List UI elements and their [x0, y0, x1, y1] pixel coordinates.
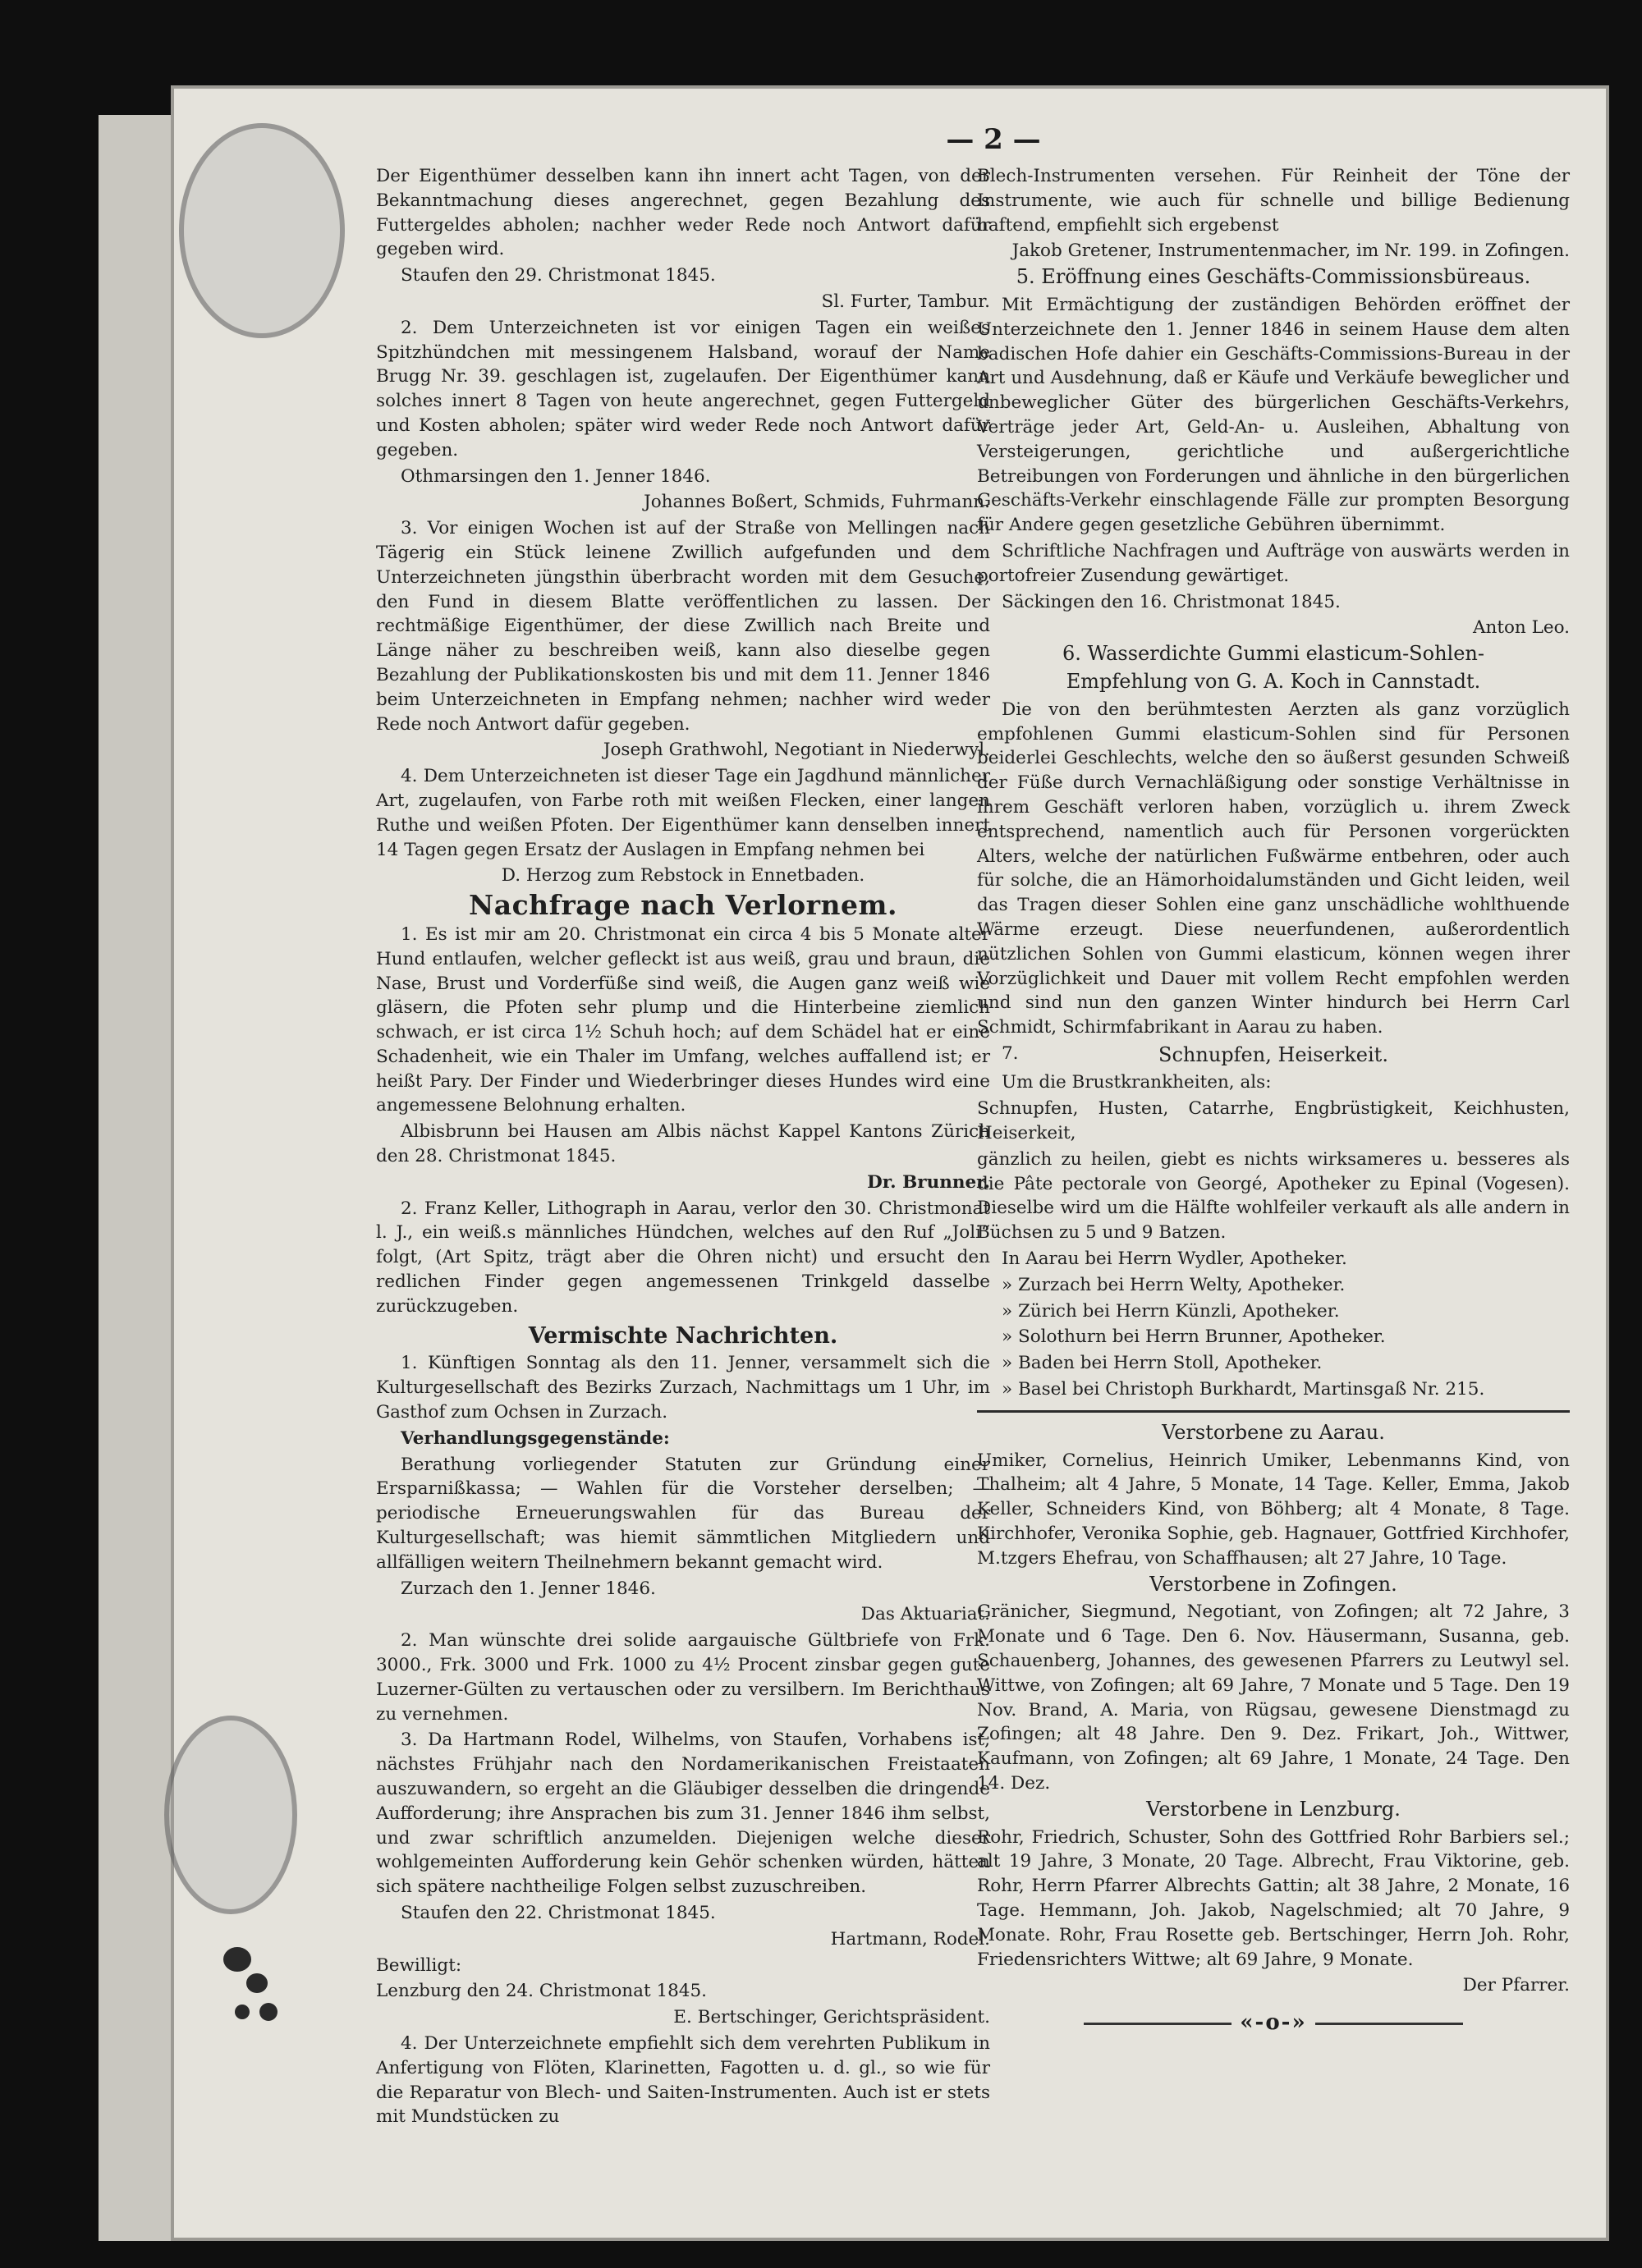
section-heading-deaths-zofingen: Verstorbene in Zofingen. — [1149, 1572, 1397, 1596]
page-number: — 2 — — [946, 123, 1041, 156]
paragraph: Der Eigenthümer desselben kann ihn innert acht Tagen, von der Bekanntmachung dieses angerechnet, gegen Bezahlung des Futtergeldes abholen; nachher weder Rede noch Antwort dafür gegeben wird. — [376, 166, 990, 260]
list-item: » Zurzach bei Herrn Welty, Apotheker. — [1002, 1274, 1346, 1295]
signature: Dr. Brunner. — [867, 1171, 990, 1193]
signature: D. Herzog zum Rebstock in Ennetbaden. — [501, 865, 865, 887]
page-edge-strip — [99, 115, 177, 2241]
ornament-line — [1084, 2023, 1232, 2025]
place-date: Säckingen den 16. Christmonat 1845. — [1002, 591, 1341, 612]
signature: Hartmann, Rodel. — [830, 1928, 990, 1950]
list-item: » Zürich bei Herrn Künzli, Apotheker. — [1002, 1300, 1340, 1322]
ad-subtitle: Empfehlung von G. A. Koch in Cannstadt. — [1066, 669, 1481, 693]
paragraph: 2. Man wünschte drei solide aargauische Gültbriefe von Frk. 3000., Frk. 3000 und Frk. 1000 zu 4½ Procent zinsbar gegen gute Luzerner-Gülten zu vertauschen oder zu versilbern. Im Berichthaus zu vernehmen. — [376, 1630, 990, 1725]
paragraph: Schriftliche Nachfragen und Aufträge von auswärts werden in portofreier Zusendung gewärtiget. — [977, 540, 1570, 586]
paragraph: Um die Brustkrankheiten, als: — [1002, 1072, 1272, 1093]
ink-blot — [259, 2003, 277, 2021]
ornament-mark: «-o-» — [1240, 2010, 1307, 2036]
paragraph: Mit Ermächtigung der zuständigen Behörden eröffnet der Unterzeichnete den 1. Jenner 1846 in seinem Hause dem alten badischen Hofe dahier ein Geschäfts-Commissions-Bureau in der Art und Ausdehnung, daß er Käufe und Verkäufe beweglicher und unbeweglicher Güter des bürgerlichen Geschäfts-Verkehrs, Verträge jeder Art, Geld-An- u. Ausleihen, Abhaltung von Versteigerungen, gerichtliche und außergerichtliche Betreibungen von Forderungen und ähnliche in den bürgerlichen Geschäfts-Verkehr einschlagende Fälle zur prompten Besorgung für Andere gegen gesetzliche Gebühren übernimmt. — [977, 294, 1570, 536]
end-ornament — [977, 2011, 1570, 2036]
place-date: Zurzach den 1. Jenner 1846. — [401, 1578, 656, 1599]
section-heading-lost: Nachfrage nach Verlornem. — [469, 889, 897, 922]
left-column — [376, 164, 990, 2131]
signature: Joseph Grathwohl, Negotiant in Niederwyl. — [603, 740, 990, 761]
signature: Der Pfarrer. — [1462, 1975, 1570, 1996]
place-date: Othmarsingen den 1. Jenner 1846. — [401, 465, 711, 487]
paragraph: 3. Da Hartmann Rodel, Wilhelms, von Staufen, Vorhabens ist, nächstes Frühjahr nach den Nordamerikanischen Freistaaten auszuwandern, so ergeht an die Gläubiger desselben die dringende Aufforderung; ihre Ansprachen bis zum 31. Jenner 1846 ihm selbst, und zwar schriftlich anzumelden. Diejenigen welche dieser wohlgemeinten Aufforderung kein Gehör schenken würden, hätten sich spätere nachtheilige Folgen selbst zuzuschreiben. — [376, 1730, 990, 1898]
paragraph: Berathung vorliegender Statuten zur Gründung einer Ersparnißkassa; — Wahlen für die Vorsteher derselben; — periodische Erneuerungswahlen für das Bureau der Kulturgesellschaft; was hiemit sämmtlichen Mitgliedern und allfälligen weitern Theilnehmern bekannt gemacht wird. — [376, 1454, 990, 1573]
list-item: » Basel bei Christoph Burkhardt, Martinsgaß Nr. 215. — [1002, 1379, 1485, 1400]
ornament-line — [1315, 2023, 1463, 2025]
library-stamp-bottom — [164, 1716, 297, 1914]
place-date: Lenzburg den 24. Christmonat 1845. — [376, 1981, 707, 2002]
place-date: Albisbrunn bei Hausen am Albis nächst Kappel Kantons Zürich den 28. Christmonat 1845. — [376, 1121, 990, 1167]
signature: E. Bertschinger, Gerichtspräsident. — [673, 2007, 990, 2028]
section-heading-deaths-lenzburg: Verstorbene in Lenzburg. — [1146, 1797, 1401, 1821]
section-heading-deaths-aarau: Verstorbene zu Aarau. — [1162, 1420, 1385, 1444]
paragraph: Umiker, Cornelius, Heinrich Umiker, Lebenmanns Kind, von Thalheim; alt 4 Jahre, 5 Monate, 14 Tage. Keller, Emma, Jakob Keller, Schneiders Kind, von Böhberg; alt 4 Monate, 8 Tage. Kirchhofer, Veronika Sophie, geb. Hagnauer, Gottfried Kirchhofer, M.tzgers Ehefrau, von Schaffhausen; alt 27 Jahre, 10 Tage. — [977, 1450, 1570, 1569]
signature: Anton Leo. — [1472, 617, 1570, 639]
paragraph: 2. Dem Unterzeichneten ist vor einigen Tagen ein weißes Spitzhündchen mit messingenem Halsband, worauf der Name Brugg Nr. 39. geschlagen ist, zugelaufen. Der Eigenthümer kann solches innert 8 Tagen von heute angerechnet, gegen Futtergeld und Kosten abholen; später wird weder Rede noch Antwort dafür gegeben. — [376, 317, 990, 460]
paragraph: gänzlich zu heilen, giebt es nichts wirksameres u. besseres als die Pâte pectorale von Georgé, Apotheker zu Epinal (Vogesen). Dieselbe wird um die Hälfte wohlfeiler verkauft als alle andern in Büchsen zu 5 und 9 Batzen. — [977, 1148, 1570, 1244]
paragraph: 3. Vor einigen Wochen ist auf der Straße von Mellingen nach Tägerig ein Stück leinene Zwillich aufgefunden und dem Unterzeichneten jüngsthin überbracht worden mit dem Gesuche, den Fund in diesem Blatte veröffentlichen zu lassen. Der rechtmäßige Eigenthümer, der diese Zwillich nach Breite und Länge näher zu beschreiben weiß, kann also dieselbe gegen Bezahlung der Publikationskosten bis und mit dem 11. Jenner 1846 beim Unterzeichneten in Empfang nehmen; nachher wird weder Rede noch Antwort dafür gegeben. — [376, 518, 990, 735]
divider — [977, 1410, 1570, 1413]
paragraph: Schnupfen, Husten, Catarrhe, Engbrüstigkeit, Keichhusten, Heiserkeit, — [977, 1098, 1570, 1144]
list-item: In Aarau bei Herrn Wydler, Apotheker. — [1002, 1249, 1347, 1270]
signature: Sl. Furter, Tambur. — [821, 291, 990, 312]
paragraph: 1. Es ist mir am 20. Christmonat ein circa 4 bis 5 Monate alter Hund entlaufen, welcher gefleckt ist aus weiß, grau und braun, die Nase, Brust und Vorderfüße sind weiß, die Augen ganz weiß wie gläsern, die Pfoten sehr plump und die Hinterbeine ziemlich schwach, er ist circa 1½ Schuh hoch; auf dem Schädel hat er eine Schadenheit, wie ein Thaler im Umfang, welches auffallend ist; er heißt Pary. Der Finder und Wiederbringer dieses Hundes wird eine angemessene Belohnung erhalten. — [376, 923, 990, 1116]
paragraph: 4. Dem Unterzeichneten ist dieser Tage ein Jagdhund männlicher Art, zugelaufen, von Farbe roth mit weißen Flecken, einer langen Ruthe und weißen Pfoten. Der Eigenthümer kann denselben innert 14 Tagen gegen Ersatz der Auslagen in Empfang nehmen bei — [376, 766, 990, 860]
section-heading-misc: Vermischte Nachrichten. — [528, 1322, 838, 1349]
list-item: » Solothurn bei Herrn Brunner, Apotheker. — [1002, 1326, 1386, 1348]
library-stamp-top — [179, 123, 345, 338]
right-column — [977, 164, 1570, 2036]
paragraph: 2. Franz Keller, Lithograph in Aarau, verlor den 30. Christmonat l. J., ein weiß.s männliches Hündchen, welches auf den Ruf „Joli“ folgt, (Art Spitz, trägt aber die Ohren nicht) und ersucht den redlichen Finder gegen angemessenen Trinkgeld dasselbe zurückzugeben. — [376, 1198, 990, 1317]
list-item: » Baden bei Herrn Stoll, Apotheker. — [1002, 1353, 1323, 1374]
signature: Johannes Boßert, Schmids, Fuhrmann. — [644, 492, 990, 513]
signature: Das Aktuariat. — [860, 1604, 990, 1625]
approval-label: Bewilligt: — [376, 1954, 462, 1976]
paragraph: Gränicher, Siegmund, Negotiant, von Zofingen; alt 72 Jahre, 3 Monate und 6 Tage. Den 6. Nov. Häusermann, Susanna, geb. Schauenberg, Johannes, des gewesenen Pfarrers zu Leutwyl sel. Wittwe, von Zofingen; alt 69 Jahre, 7 Monate und 5 Tage. Den 19 Nov. Brand, A. Maria, von Rügsau, gewesene Dienstmagd zu Zofingen; alt 48 Jahre. Den 9. Dez. Frikart, Joh., Wittwer, Kaufmann, von Zofingen; alt 69 Jahre, 1 Monate, 24 Tage. Den 14. Dez. — [977, 1601, 1570, 1794]
ad-title: 6. Wasserdichte Gummi elasticum-Sohlen- — [1062, 642, 1484, 666]
place-date: Staufen den 22. Christmonat 1845. — [401, 1902, 716, 1923]
paragraph: 4. Der Unterzeichnete empfiehlt sich dem verehrten Publikum in Anfertigung von Flöten, Klarinetten, Fagotten u. d. gl., so wie für die Reparatur von Blech- und Saiten-Instrumenten. Auch ist er stets mit Mundstücken zu — [376, 2032, 990, 2128]
place-date: Staufen den 29. Christmonat 1845. — [401, 265, 716, 286]
ad-title: Schnupfen, Heiserkeit. — [1158, 1042, 1388, 1066]
paragraph: 1. Künftigen Sonntag als den 11. Jenner, versammelt sich die Kulturgesellschaft des Bezirks Zurzach, Nachmittags um 1 Uhr, im Gasthof zum Ochsen in Zurzach. — [376, 1353, 990, 1423]
ink-blot — [246, 1973, 268, 1993]
paragraph: Die von den berühmtesten Aerzten als ganz vorzüglich empfohlenen Gummi elasticum-Sohlen sind für Personen beiderlei Geschlechts, welche den so äußerst gesunden Schweiß der Füße durch Vernachläßigung oder sonstige Verhältnisse in ihrem Geschäft verloren haben, vorzüglich u. ihrem Zweck entsprechend, namentlich auch für Personen vorgerückten Alters, welche der natürlichen Fußwärme entbehren, oder auch für solche, die an Hämorhoidalumständen und Gicht leiden, weil das Tragen dieser Sohlen eine ganz unschädliche wohlthuende Wärme erzeugt. Diese neuerfundenen, außerordentlich nützlichen Sohlen von Gummi elasticum, können wegen ihrer Vorzüglichkeit und Dauer mit vollem Recht empfohlen werden und sind nun den ganzen Winter hindurch bei Herrn Carl Schmidt, Schirmfabrikant in Aarau zu haben. — [977, 699, 1570, 1038]
signature: Jakob Gretener, Instrumentenmacher, im Nr. 199. in Zofingen. — [1011, 241, 1570, 262]
ink-blot — [223, 1947, 251, 1972]
ink-blot — [235, 2005, 250, 2019]
paragraph: Rohr, Friedrich, Schuster, Sohn des Gottfried Rohr Barbiers sel.; alt 19 Jahre, 3 Monate, 20 Tage. Albrecht, Frau Viktorine, geb. Rohr, Herrn Pfarrer Albrechts Gattin; alt 38 Jahre, 2 Monate, 16 Tage. Hemmann, Joh. Jakob, Nagelschmied; alt 70 Jahre, 9 Monate. Rohr, Frau Rosette geb. Bertschinger, Herrn Joh. Rohr, Friedensrichters Wittwe; alt 69 Jahre, 9 Monate. — [977, 1826, 1570, 1970]
paragraph: Blech-Instrumenten versehen. Für Reinheit der Töne der Instrumente, wie auch für schnelle und billige Bedienung haftend, empfiehlt sich ergebenst — [977, 166, 1570, 236]
ad-title: 5. Eröffnung eines Geschäfts-Commissionsbüreaus. — [1016, 265, 1531, 289]
item-number: 7. — [1002, 1042, 1019, 1064]
subheading: Verhandlungsgegenstände: — [401, 1427, 670, 1449]
